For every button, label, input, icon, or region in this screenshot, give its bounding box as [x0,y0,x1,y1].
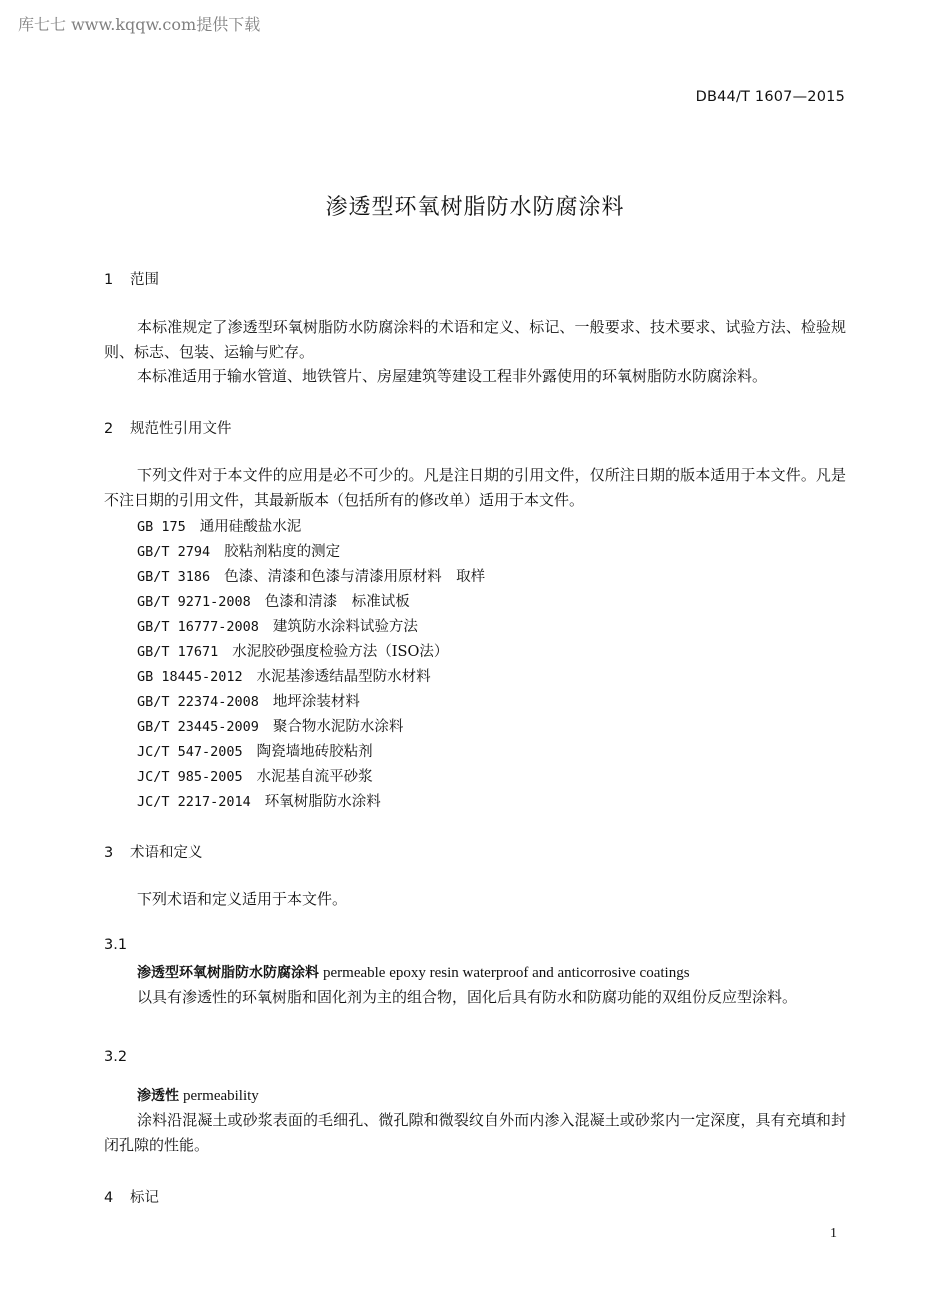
reference-title: 色漆、清漆和色漆与清漆用原材料 取样 [224,569,486,585]
section-3-heading [104,841,203,862]
reference-item [137,565,485,586]
reference-title: 通用硅酸盐水泥 [199,519,302,535]
reference-item [137,540,340,561]
reference-item [137,615,418,636]
reference-title: 水泥胶砂强度检验方法（ISO法） [232,644,449,660]
reference-item [137,740,373,761]
term-heading [137,962,690,982]
reference-item [137,515,301,536]
reference-title: 聚合物水泥防水涂料 [272,719,404,735]
reference-item [137,790,381,811]
term-english: permeable epoxy resin waterproof and anticorrosive coatings [323,965,690,981]
reference-code: JC/T 2217-2014 [137,794,251,810]
reference-item [137,590,410,611]
section-1-heading [104,268,159,289]
reference-code: GB/T 9271-2008 [137,594,251,610]
section-title: 标记 [130,1190,159,1206]
reference-title: 建筑防水涂料试验方法 [272,619,418,635]
reference-code: GB/T 16777-2008 [137,619,259,635]
term-english: permeability [183,1088,259,1104]
term-heading [137,1085,259,1105]
reference-code: GB 175 [137,519,186,535]
reference-title: 色漆和清漆 标准试板 [264,594,410,610]
reference-title: 胶粘剂粘度的测定 [224,544,341,560]
watermark-text: 库七七 www.kqqw.com提供下载 [18,15,261,34]
reference-code: GB/T 3186 [137,569,211,585]
section-title: 规范性引用文件 [130,421,232,437]
document-title: 渗透型环氧树脂防水防腐涂料 [325,195,625,220]
reference-item [137,640,448,661]
reference-title: 水泥基渗透结晶型防水材料 [256,669,431,685]
section-1-paragraph-2: 本标准适用于输水管道、地铁管片、房屋建筑等建设工程非外露使用的环氧树脂防水防腐涂料。 [137,367,768,385]
reference-code: JC/T 985-2005 [137,769,243,785]
term-number: 3.2 [104,1049,128,1065]
page-number: 1 [830,1226,837,1241]
section-title: 术语和定义 [130,845,203,861]
section-1-paragraph-1: 本标准规定了渗透型环氧树脂防水防腐涂料的术语和定义、标记、一般要求、技术要求、试验方法、检验规则、标志、包装、运输与贮存。 [104,318,846,361]
term-chinese: 渗透性 [137,1088,179,1104]
section-number: 2 [104,421,114,437]
term-definition: 以具有渗透性的环氧树脂和固化剂为主的组合物，固化后具有防水和防腐功能的双组份反应型涂料。 [137,988,798,1006]
reference-item [137,665,431,686]
reference-item [137,765,373,786]
term-number: 3.1 [104,937,128,953]
reference-code: GB/T 23445-2009 [137,719,259,735]
section-3-intro: 下列术语和定义适用于本文件。 [137,890,348,908]
reference-code: GB 18445-2012 [137,669,243,685]
section-4-heading [104,1186,159,1207]
reference-code: GB/T 17671 [137,644,219,660]
reference-title: 陶瓷墙地砖胶粘剂 [256,744,373,760]
section-2-paragraph-1: 下列文件对于本文件的应用是必不可少的。凡是注日期的引用文件，仅所注日期的版本适用于本文件。凡是不注日期的引用文件，其最新版本（包括所有的修改单）适用于本文件。 [104,466,846,509]
reference-code: GB/T 22374-2008 [137,694,259,710]
section-number: 4 [104,1190,114,1206]
reference-title: 水泥基自流平砂浆 [256,769,373,785]
section-2-heading [104,417,232,438]
reference-item [137,690,360,711]
reference-item [137,715,403,736]
term-chinese: 渗透型环氧树脂防水防腐涂料 [137,965,319,981]
section-number: 3 [104,845,114,861]
reference-title: 环氧树脂防水涂料 [264,794,381,810]
section-title: 范围 [130,272,159,288]
reference-code: GB/T 2794 [137,544,211,560]
term-definition: 涂料沿混凝土或砂浆表面的毛细孔、微孔隙和微裂纹自外而内渗入混凝土或砂浆内一定深度，具有充填和封闭孔隙的性能。 [104,1111,846,1154]
reference-title: 地坪涂装材料 [272,694,360,710]
document-number: DB44/T 1607—2015 [695,89,845,105]
reference-code: JC/T 547-2005 [137,744,243,760]
section-number: 1 [104,272,114,288]
